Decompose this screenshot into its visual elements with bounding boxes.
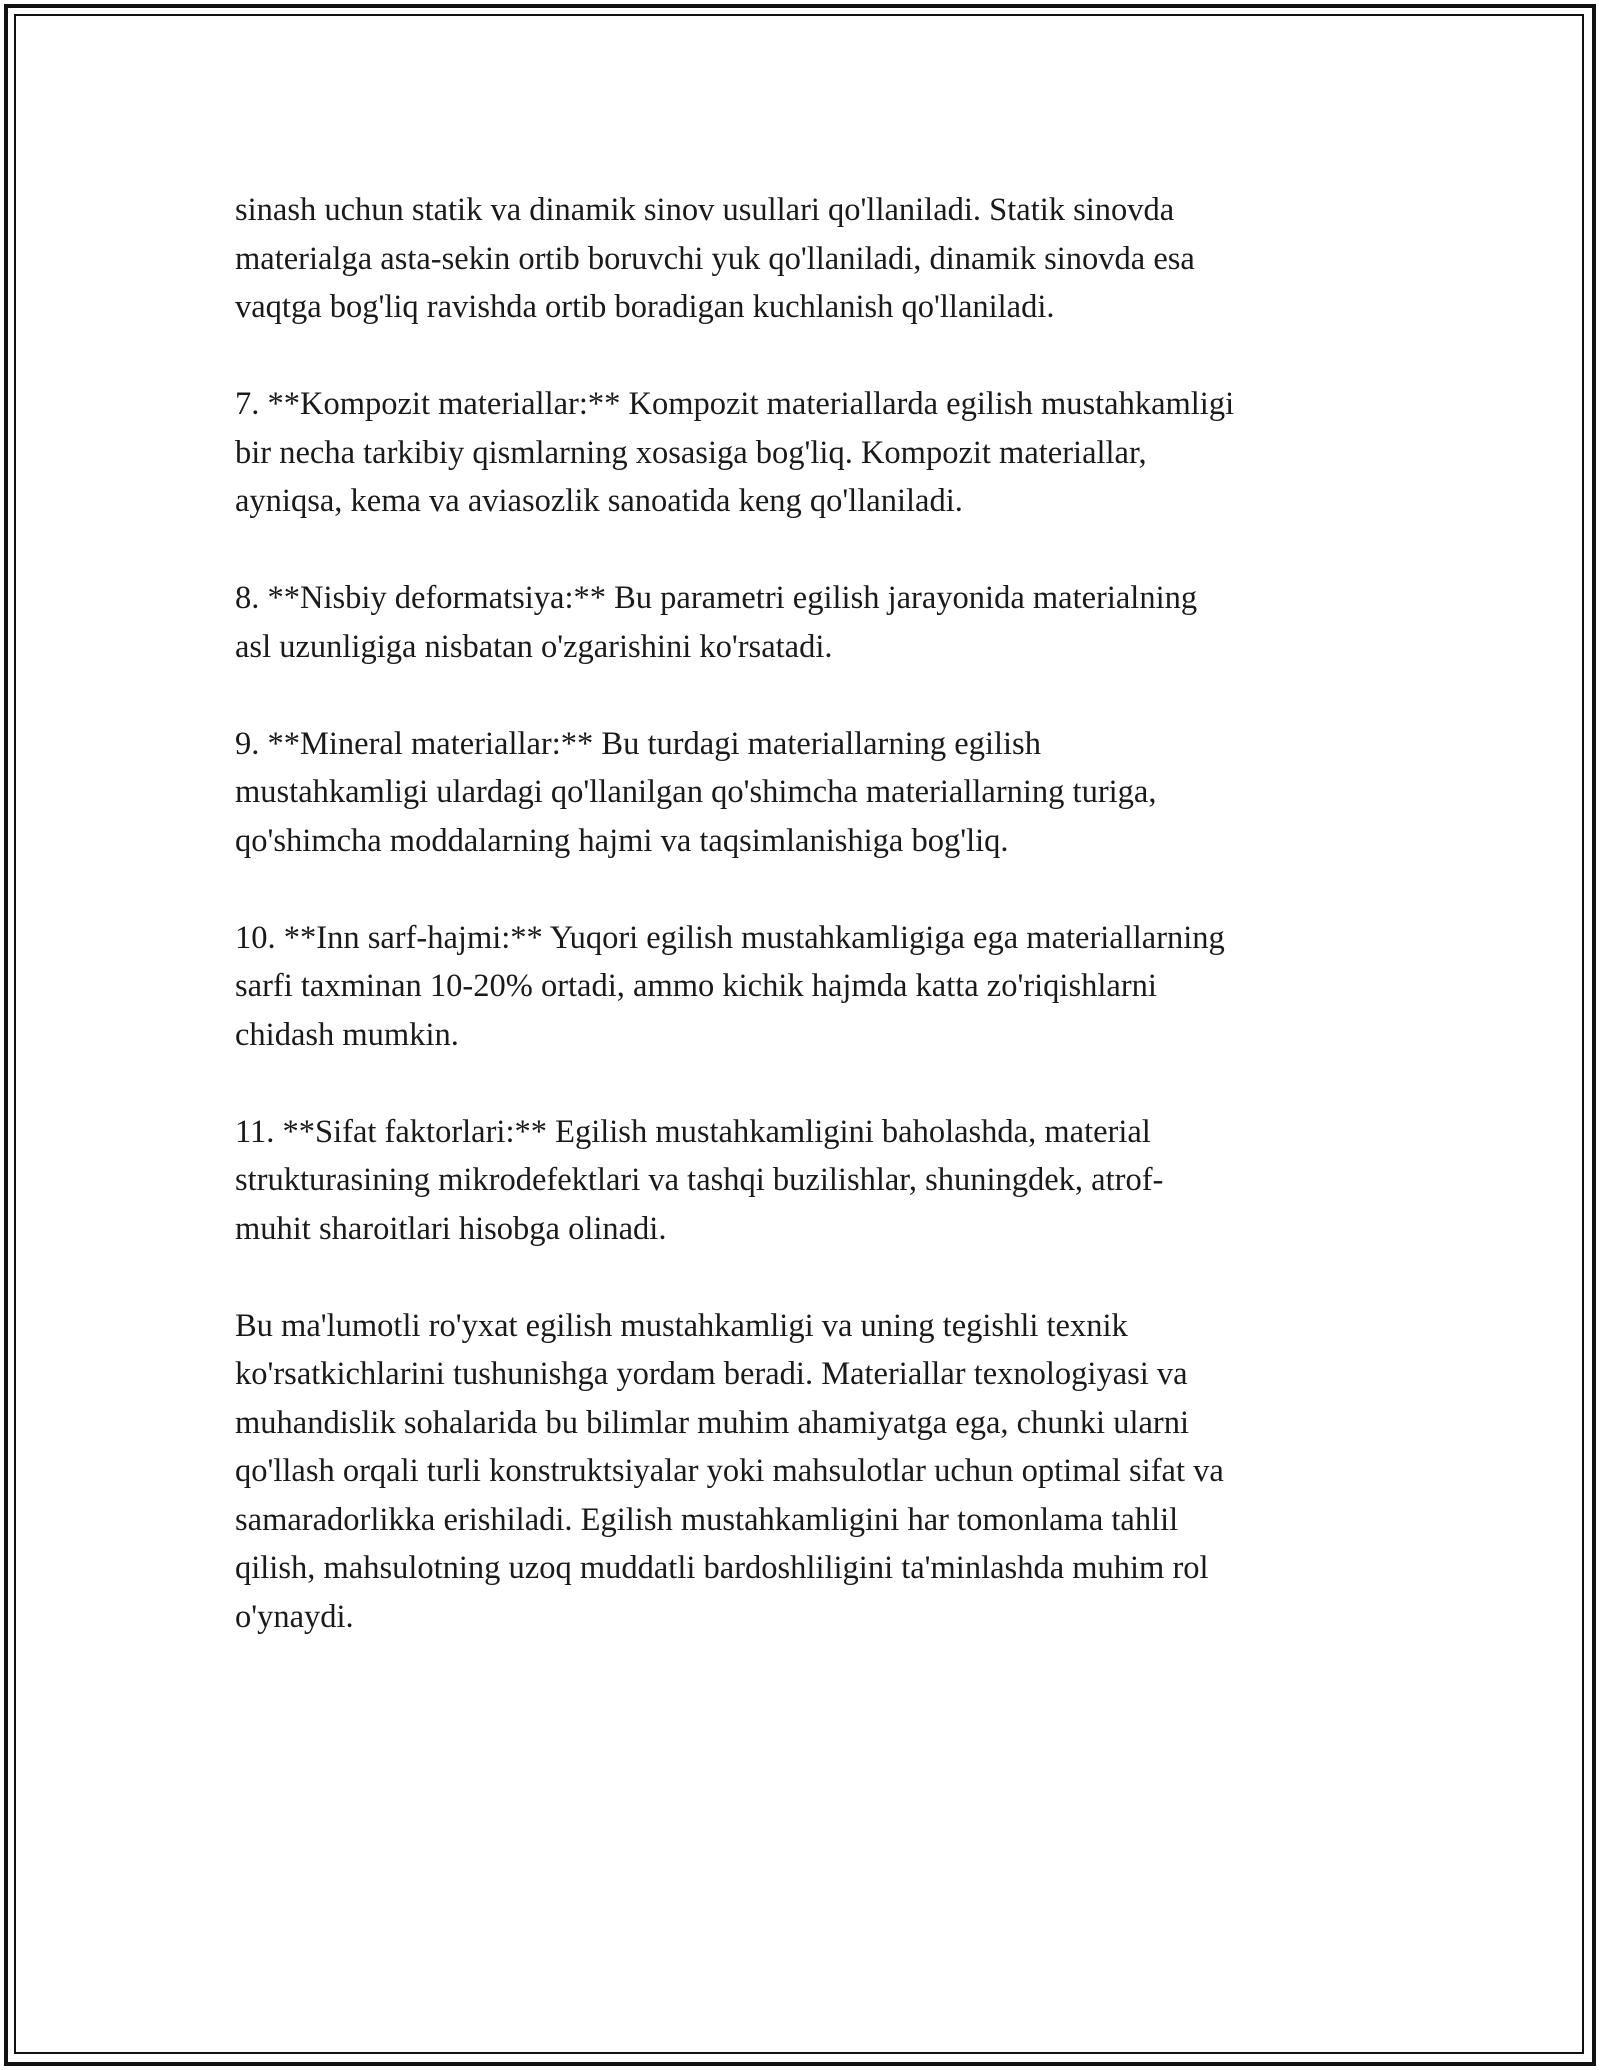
paragraph-item-7-composite-materials: 7. **Kompozit materiallar:** Kompozit materiallarda egilish mustahkamligi bir necha tarkibiy qismlarning xosasiga bog'liq. Kompozit materiallar, ayniqsa, kema va aviasozlik sanoatida keng qo'llaniladi.	[235, 386, 1235, 519]
paragraph-item-10-consumption-volume: 10. **Inn sarf-hajmi:** Yuqori egilish mustahkamligiga ega materiallarning sarfi taxminan 10-20% ortadi, ammo kichik hajmda katta zo'riqishlarni chidash mumkin.	[235, 919, 1225, 1053]
paragraph-item-11-quality-factors: 11. **Sifat faktorlari:** Egilish mustahkamligini baholashda, material strukturasining mikrodefektlari va tashqi buzilishlar, shuningdek, atrof- muhit sharoitlari hisobga olinadi.	[235, 1113, 1164, 1247]
paragraph-item-8-relative-deformation: 8. **Nisbiy deformatsiya:** Bu parametri egilish jarayonida materialning asl uzunligiga nisbatan o'zgarishini ko'rsatadi.	[235, 580, 1198, 665]
paragraph-conclusion: Bu ma'lumotli ro'yxat egilish mustahkamligi va uning tegishli texnik ko'rsatkichlarini tushunishga yordam beradi. Materiallar texnologiyasi va muhandislik sohalarida bu bilimlar muhim ahamiyatga ega, chunki ularni qo'llash orqali turli konstruktsiyalar yoki mahsulotlar uchun optimal sifat va samaradorlikka erishiladi. Egilish mustahkamligini har tomonlama tahlil qilish, mahsulotning uzoq muddatli bardoshliligini ta'minlashda muhim rol o'ynaydi.	[235, 1307, 1224, 1635]
paragraph-testing-methods: sinash uchun statik va dinamik sinov usullari qo'llaniladi. Statik sinovda materialga asta-sekin ortib boruvchi yuk qo'llaniladi, dinamik sinovda esa vaqtga bog'liq ravishda ortib boradigan kuchlanish qo'llaniladi.	[235, 192, 1195, 325]
paragraph-item-9-mineral-materials: 9. **Mineral materiallar:** Bu turdagi materiallarning egilish mustahkamligi ulardagi qo'llanilgan qo'shimcha materiallarning turiga, qo'shimcha moddalarning hajmi va taqsimlanishiga bog'liq.	[235, 725, 1157, 859]
document-body	[235, 186, 1375, 1690]
